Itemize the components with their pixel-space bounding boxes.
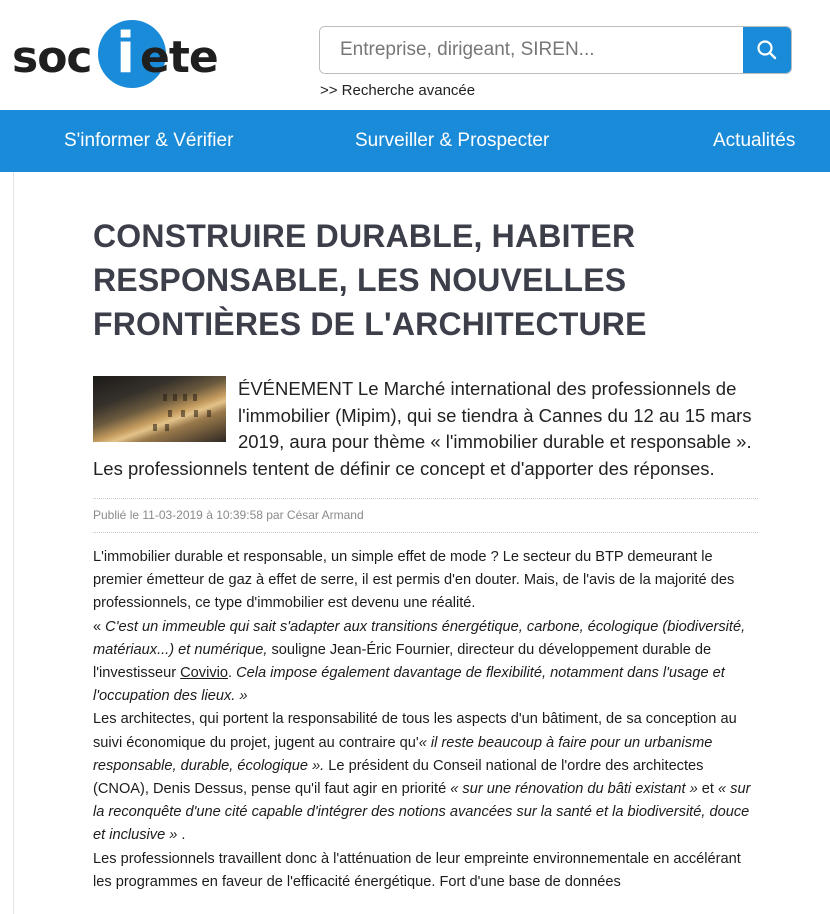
article-title: CONSTRUIRE DURABLE, HABITER RESPONSABLE, LES NOUVELLES FRONTIÈRES DE L'ARCHITECTURE [93, 218, 647, 342]
paragraph-4: Les professionnels travaillent donc à l'atténuation de leur empreinte environnementale en accélérant les programmes en faveur de l'efficacité énergétique. Fort d'une base de données [93, 850, 741, 890]
logo-text-right: ete [140, 32, 218, 83]
article-body [93, 546, 758, 894]
logo-text-left: soc [12, 32, 92, 83]
search-input[interactable] [320, 27, 744, 73]
search-box [319, 26, 792, 74]
paragraph-3-text-1: Les architectes, qui portent la responsabilité de tous les aspects d'un bâtiment, de sa conception au suivi économique du projet, jugent au contraire qu' [93, 711, 737, 751]
quote-dessus-1: « sur une rénovation du bâti existant » [450, 781, 698, 798]
logo-letter-i: i [116, 21, 136, 86]
content-area [13, 172, 830, 914]
article-thumbnail[interactable] [93, 376, 226, 442]
quote-fournier-2: Cela impose également davantage de flexibilité, notamment dans l'usage et l'occupation des lieux. » [93, 665, 725, 705]
quote-architectes: « il reste beaucoup à faire pour un urbanisme responsable, durable, écologique ». [93, 734, 713, 774]
quote-dessus-2: « sur la reconquête d'une cité capable d'intégrer des notions avancées sur la santé et la biodiversité, douce et inclusive » [93, 781, 751, 844]
site-header [0, 0, 830, 110]
article-intro [93, 376, 758, 482]
main-nav [0, 110, 830, 172]
paragraph-3 [93, 708, 758, 847]
nav-item-actualites[interactable]: Actualités [713, 130, 796, 151]
article [93, 214, 758, 894]
societe-logo[interactable] [12, 20, 222, 90]
quote-fournier-1: C'est un immeuble qui sait s'adapter aux transitions énergétique, carbone, écologique (biodiversité, matériaux...) et numérique, [93, 618, 746, 658]
paragraph-1: L'immobilier durable et responsable, un simple effet de mode ? Le secteur du BTP demeurant le premier émetteur de gaz à effet de serre, il est permis d'en douter. Mais, de l'avis de la majorité des professionnels, ce type d'immobilier est devenu une réalité. [93, 549, 735, 612]
paragraph-2 [93, 616, 758, 709]
paragraph-3-text-4: . [177, 827, 186, 844]
search-button[interactable] [743, 27, 791, 73]
paragraph-2-text: souligne Jean-Éric Fournier, directeur du développement durable de l'investisseur [93, 641, 712, 682]
covivio-link[interactable]: Covivio [180, 665, 228, 682]
nav-item-surveiller[interactable]: Surveiller & Prospecter [355, 130, 550, 151]
paragraph-3-text-3: et [697, 781, 718, 798]
quote-open: « [93, 618, 106, 635]
intro-text: ÉVÉNEMENT Le Marché international des professionnels de l'immobilier (Mipim), qui se tiendra à Cannes du 12 au 15 mars 2019, aura pour thème « l'immobilier durable et responsable ». Les professionnels tentent de définir ce concept et d'apporter des réponses. [93, 378, 752, 479]
publish-info: Publié le 11-03-2019 à 10:39:58 par César Armand [93, 508, 364, 522]
advanced-search-link[interactable]: >> Recherche avancée [320, 82, 476, 99]
divider-bottom [93, 532, 758, 533]
paragraph-2-dot: . [228, 665, 237, 682]
paragraph-3-text-2: Le président du Conseil national de l'ordre des architectes (CNOA), Denis Dessus, pense qu'il faut agir en priorité [93, 757, 704, 798]
search-icon [756, 39, 778, 61]
nav-item-informer[interactable]: S'informer & Vérifier [64, 130, 234, 151]
